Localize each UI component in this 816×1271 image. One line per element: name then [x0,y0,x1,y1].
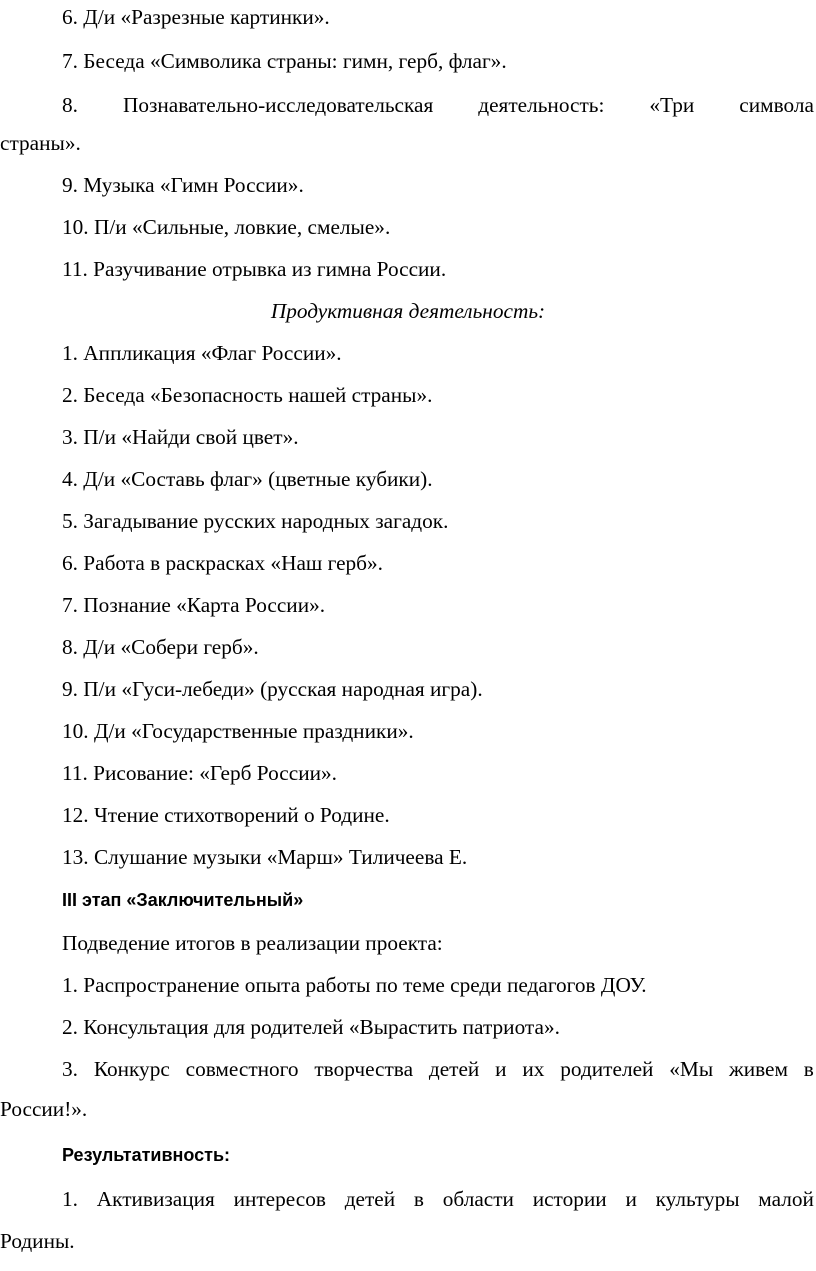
list-item-continuation: Родины. [0,1229,75,1253]
list-item: 11. Рисование: «Герб России». [62,761,337,785]
list-item: 11. Разучивание отрывка из гимна России. [62,257,447,281]
list-item: 7. Беседа «Символика страны: гимн, герб, флаг». [62,49,507,73]
paragraph: Подведение итогов в реализации проекта: [62,931,443,955]
list-item-justified: 8. Познавательно-исследовательская деятельность: «Три символа [62,93,814,117]
list-item: 2. Консультация для родителей «Вырастить патриота». [62,1015,560,1039]
list-item-justified: 1. Активизация интересов детей в области истории и культуры малой [62,1187,814,1211]
list-item: 5. Загадывание русских народных загадок. [62,509,449,533]
section-heading-results: Результативность: [62,1145,231,1165]
list-item: 7. Познание «Карта России». [62,593,326,617]
list-item: 9. П/и «Гуси-лебеди» (русская народная игра). [62,677,483,701]
list-item: 6. Д/и «Разрезные картинки». [62,5,330,29]
list-item: 10. П/и «Сильные, ловкие, смелые». [62,215,391,239]
list-item: 2. Беседа «Безопасность нашей страны». [62,383,433,407]
list-item: 13. Слушание музыки «Марш» Тиличеева Е. [62,845,468,869]
list-item-continuation: страны». [0,131,81,155]
section-heading-stage3: III этап «Заключительный» [62,890,304,910]
list-item: 6. Работа в раскрасках «Наш герб». [62,551,383,575]
list-item: 1. Распространение опыта работы по теме среди педагогов ДОУ. [62,973,647,997]
list-item: 10. Д/и «Государственные праздники». [62,719,414,743]
list-item: 3. П/и «Найди свой цвет». [62,425,299,449]
list-item: 1. Аппликация «Флаг России». [62,341,342,365]
list-item: 12. Чтение стихотворений о Родине. [62,803,390,827]
list-item-continuation: России!». [0,1097,88,1121]
list-item-justified: 3. Конкурс совместного творчества детей и их родителей «Мы живем в [62,1057,814,1081]
list-item: 8. Д/и «Собери герб». [62,635,259,659]
list-item: 9. Музыка «Гимн России». [62,173,304,197]
list-item: 4. Д/и «Составь флаг» (цветные кубики). [62,467,433,491]
section-heading-productive: Продуктивная деятельность: [270,299,546,323]
